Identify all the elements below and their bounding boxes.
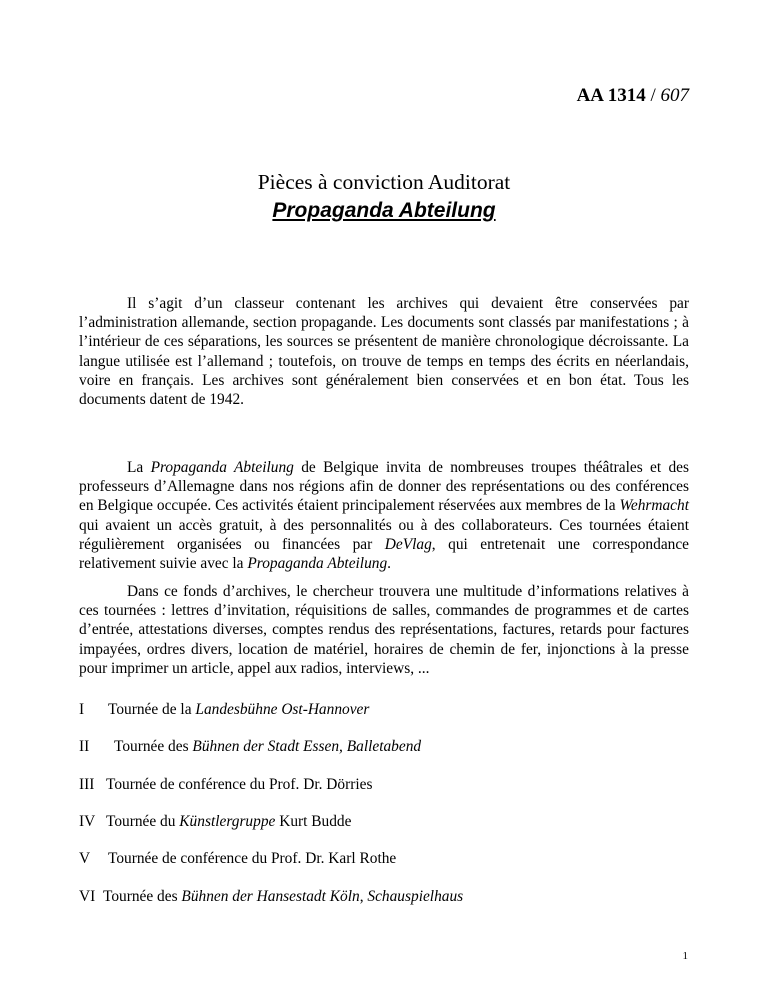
toc-italic: Schauspielhaus xyxy=(367,888,464,905)
toc-item xyxy=(79,700,369,719)
toc-text: , xyxy=(359,888,368,905)
toc-text: Tournée de la xyxy=(108,701,196,718)
toc-number: II xyxy=(79,738,90,755)
intro-paragraph: Il s’agit d’un classeur contenant les archives qui devaient être conservées par l’administration allemande, section propagande. Les documents sont classés par manifestations ; à l’intérieur de ces séparations, les sources se présentent de manière chronologique décroissante. La langue utilisée est l’allemand ; toutefois, on trouve de temps en temps des écrits en néerlandais, voire en français. Les archives sont généralement bien conservées et en bon état. Tous les documents datent de 1942. xyxy=(79,295,689,409)
toc-text: Tournée de conférence du Prof. Dr. Karl Rothe xyxy=(108,850,397,867)
document-reference xyxy=(577,85,689,107)
reference-separator: / xyxy=(645,85,661,106)
text-span: . xyxy=(387,555,392,573)
italic-term: DeVlag xyxy=(384,535,432,553)
toc-number: III xyxy=(79,776,95,793)
document-title: Pièces à conviction Auditorat xyxy=(257,170,511,194)
reference-code: AA 1314 xyxy=(576,85,646,106)
toc-item xyxy=(79,849,396,868)
toc-text: Tournée de conférence du Prof. Dr. Dörries xyxy=(106,776,373,793)
toc-text: Tournée du xyxy=(106,813,180,830)
toc-italic: Bühnen der Hansestadt Köln xyxy=(181,888,360,905)
toc-item xyxy=(79,737,421,756)
toc-italic: Künstlergruppe xyxy=(179,813,276,830)
toc-number: V xyxy=(79,850,91,867)
toc-text: Kurt Budde xyxy=(275,813,352,830)
toc-number: IV xyxy=(79,813,96,830)
italic-term: Propaganda Abteilung xyxy=(247,555,388,573)
toc-item xyxy=(79,775,372,794)
toc-number: VI xyxy=(79,888,96,905)
toc-text: Tournée des xyxy=(114,738,193,755)
page-number: 1 xyxy=(682,950,688,962)
document-subtitle: Propaganda Abteilung xyxy=(272,199,496,222)
italic-term: Wehrmacht xyxy=(619,497,689,515)
text-span: qui avaient un accès gratuit, à des personnalités ou à des collaborateurs. Ces tournées étaient régulièrement organisées ou financées par xyxy=(79,516,689,553)
toc-text: Tournée des xyxy=(103,888,182,905)
toc-italic: Bühnen der Stadt Essen, Balletabend xyxy=(192,738,422,755)
toc-item xyxy=(79,812,351,831)
content-paragraph: Dans ce fonds d’archives, le chercheur trouvera une multitude d’informations relatives à ces tournées : lettres d’invitation, réquisitions de salles, commandes de programmes et de cartes d’entrée, attestations diverses, comptes rendus des représentations, factures, retards pour factures impayées, ordres divers, location de matériel, horaires de chemin de fer, injonctions à la presse pour imprimer un article, appel aux radios, interviews, ... xyxy=(79,583,689,677)
reference-number: 607 xyxy=(660,85,689,106)
text-span: de Belgique invita de nombreuses troupes théâtrales et des professeurs d’Allemagne dans nos régions afin de donner des représentations ou des conférences en Belgique occupée. Ces activités étaient principalement réservées aux membres de la xyxy=(79,459,689,515)
toc-item xyxy=(79,887,463,906)
context-paragraph xyxy=(79,458,689,573)
toc-italic: Landesbühne Ost-Hannover xyxy=(195,701,370,718)
italic-term: Propaganda Abteilung xyxy=(150,459,294,476)
text-span: La xyxy=(127,459,151,476)
toc-number: I xyxy=(79,701,85,718)
text-span: , qui entretenait une correspondance relativement suivie avec la xyxy=(79,535,690,573)
